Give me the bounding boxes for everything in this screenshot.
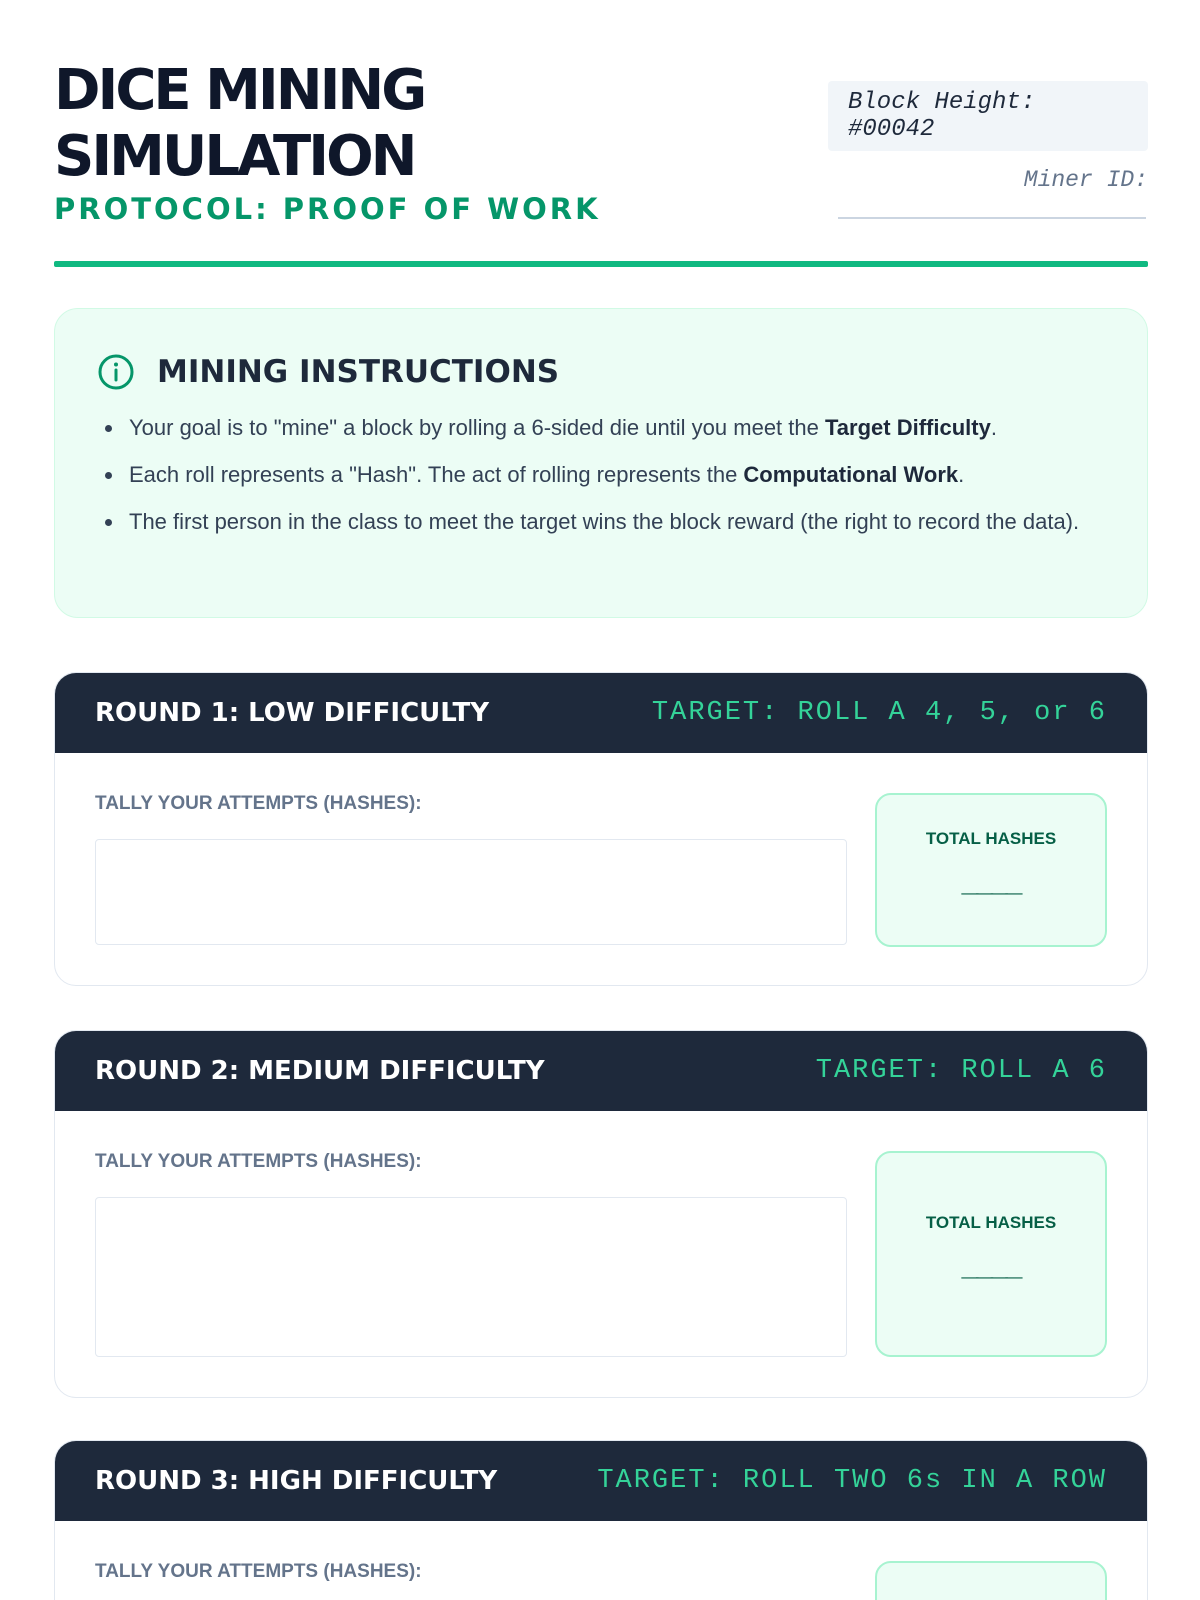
round-header [55, 1441, 1147, 1521]
block-height-badge: Block Height: #00042 [828, 81, 1148, 151]
tally-label: TALLY YOUR ATTEMPTS (HASHES): [95, 1151, 422, 1172]
header-divider [54, 261, 1148, 267]
round-body [55, 1521, 1147, 1600]
instructions-panel [54, 308, 1148, 618]
round-header [55, 673, 1147, 753]
total-hashes-box[interactable] [875, 1561, 1107, 1600]
total-hashes-blank: ____ [961, 1249, 1021, 1282]
tally-label: TALLY YOUR ATTEMPTS (HASHES): [95, 1561, 422, 1582]
round-target: TARGET: ROLL A 4, 5, or 6 [651, 698, 1107, 728]
total-hashes-box[interactable] [875, 1151, 1107, 1357]
total-hashes-label: TOTAL HASHES [925, 1213, 1057, 1232]
miner-id-line[interactable] [838, 217, 1146, 219]
round-target: TARGET: ROLL TWO 6s IN A ROW [597, 1466, 1107, 1496]
round-body [55, 753, 1147, 898]
round-2-card [54, 1030, 1148, 1398]
page-title: DICE MINING SIMULATION [54, 58, 425, 189]
instruction-item: The first person in the class to meet the target wins the block reward (the right to record the data). [97, 505, 1107, 539]
round-title: ROUND 3: HIGH DIFFICULTY [95, 1466, 498, 1496]
miner-id-label: Miner ID: [1023, 167, 1148, 193]
info-circle-icon [97, 353, 135, 391]
round-3-card [54, 1440, 1148, 1600]
meta-info [828, 81, 1148, 219]
instructions-list [97, 411, 1107, 539]
worksheet-page [54, 0, 1148, 1582]
page-header [54, 0, 1148, 268]
round-1-card [54, 672, 1148, 986]
round-header [55, 1031, 1147, 1111]
total-hashes-box[interactable] [875, 793, 1107, 947]
round-title: ROUND 1: LOW DIFFICULTY [95, 698, 490, 728]
instruction-item: Your goal is to "mine" a block by rolling a 6-sided die until you meet the Target Difficulty. [97, 411, 1107, 445]
page-subtitle: PROTOCOL: PROOF OF WORK [54, 192, 601, 226]
instructions-heading [97, 353, 1107, 391]
tally-area[interactable] [95, 839, 847, 945]
round-body [55, 1111, 1147, 1282]
tally-area[interactable] [95, 1197, 847, 1357]
round-target: TARGET: ROLL A 6 [815, 1056, 1107, 1086]
round-title: ROUND 2: MEDIUM DIFFICULTY [95, 1056, 545, 1086]
instructions-title: MINING INSTRUCTIONS [157, 354, 560, 390]
tally-label: TALLY YOUR ATTEMPTS (HASHES): [95, 793, 422, 814]
instruction-item: Each roll represents a "Hash". The act of rolling represents the Computational Work. [97, 458, 1107, 492]
total-hashes-blank: ____ [961, 865, 1021, 898]
total-hashes-label: TOTAL HASHES [925, 829, 1057, 848]
